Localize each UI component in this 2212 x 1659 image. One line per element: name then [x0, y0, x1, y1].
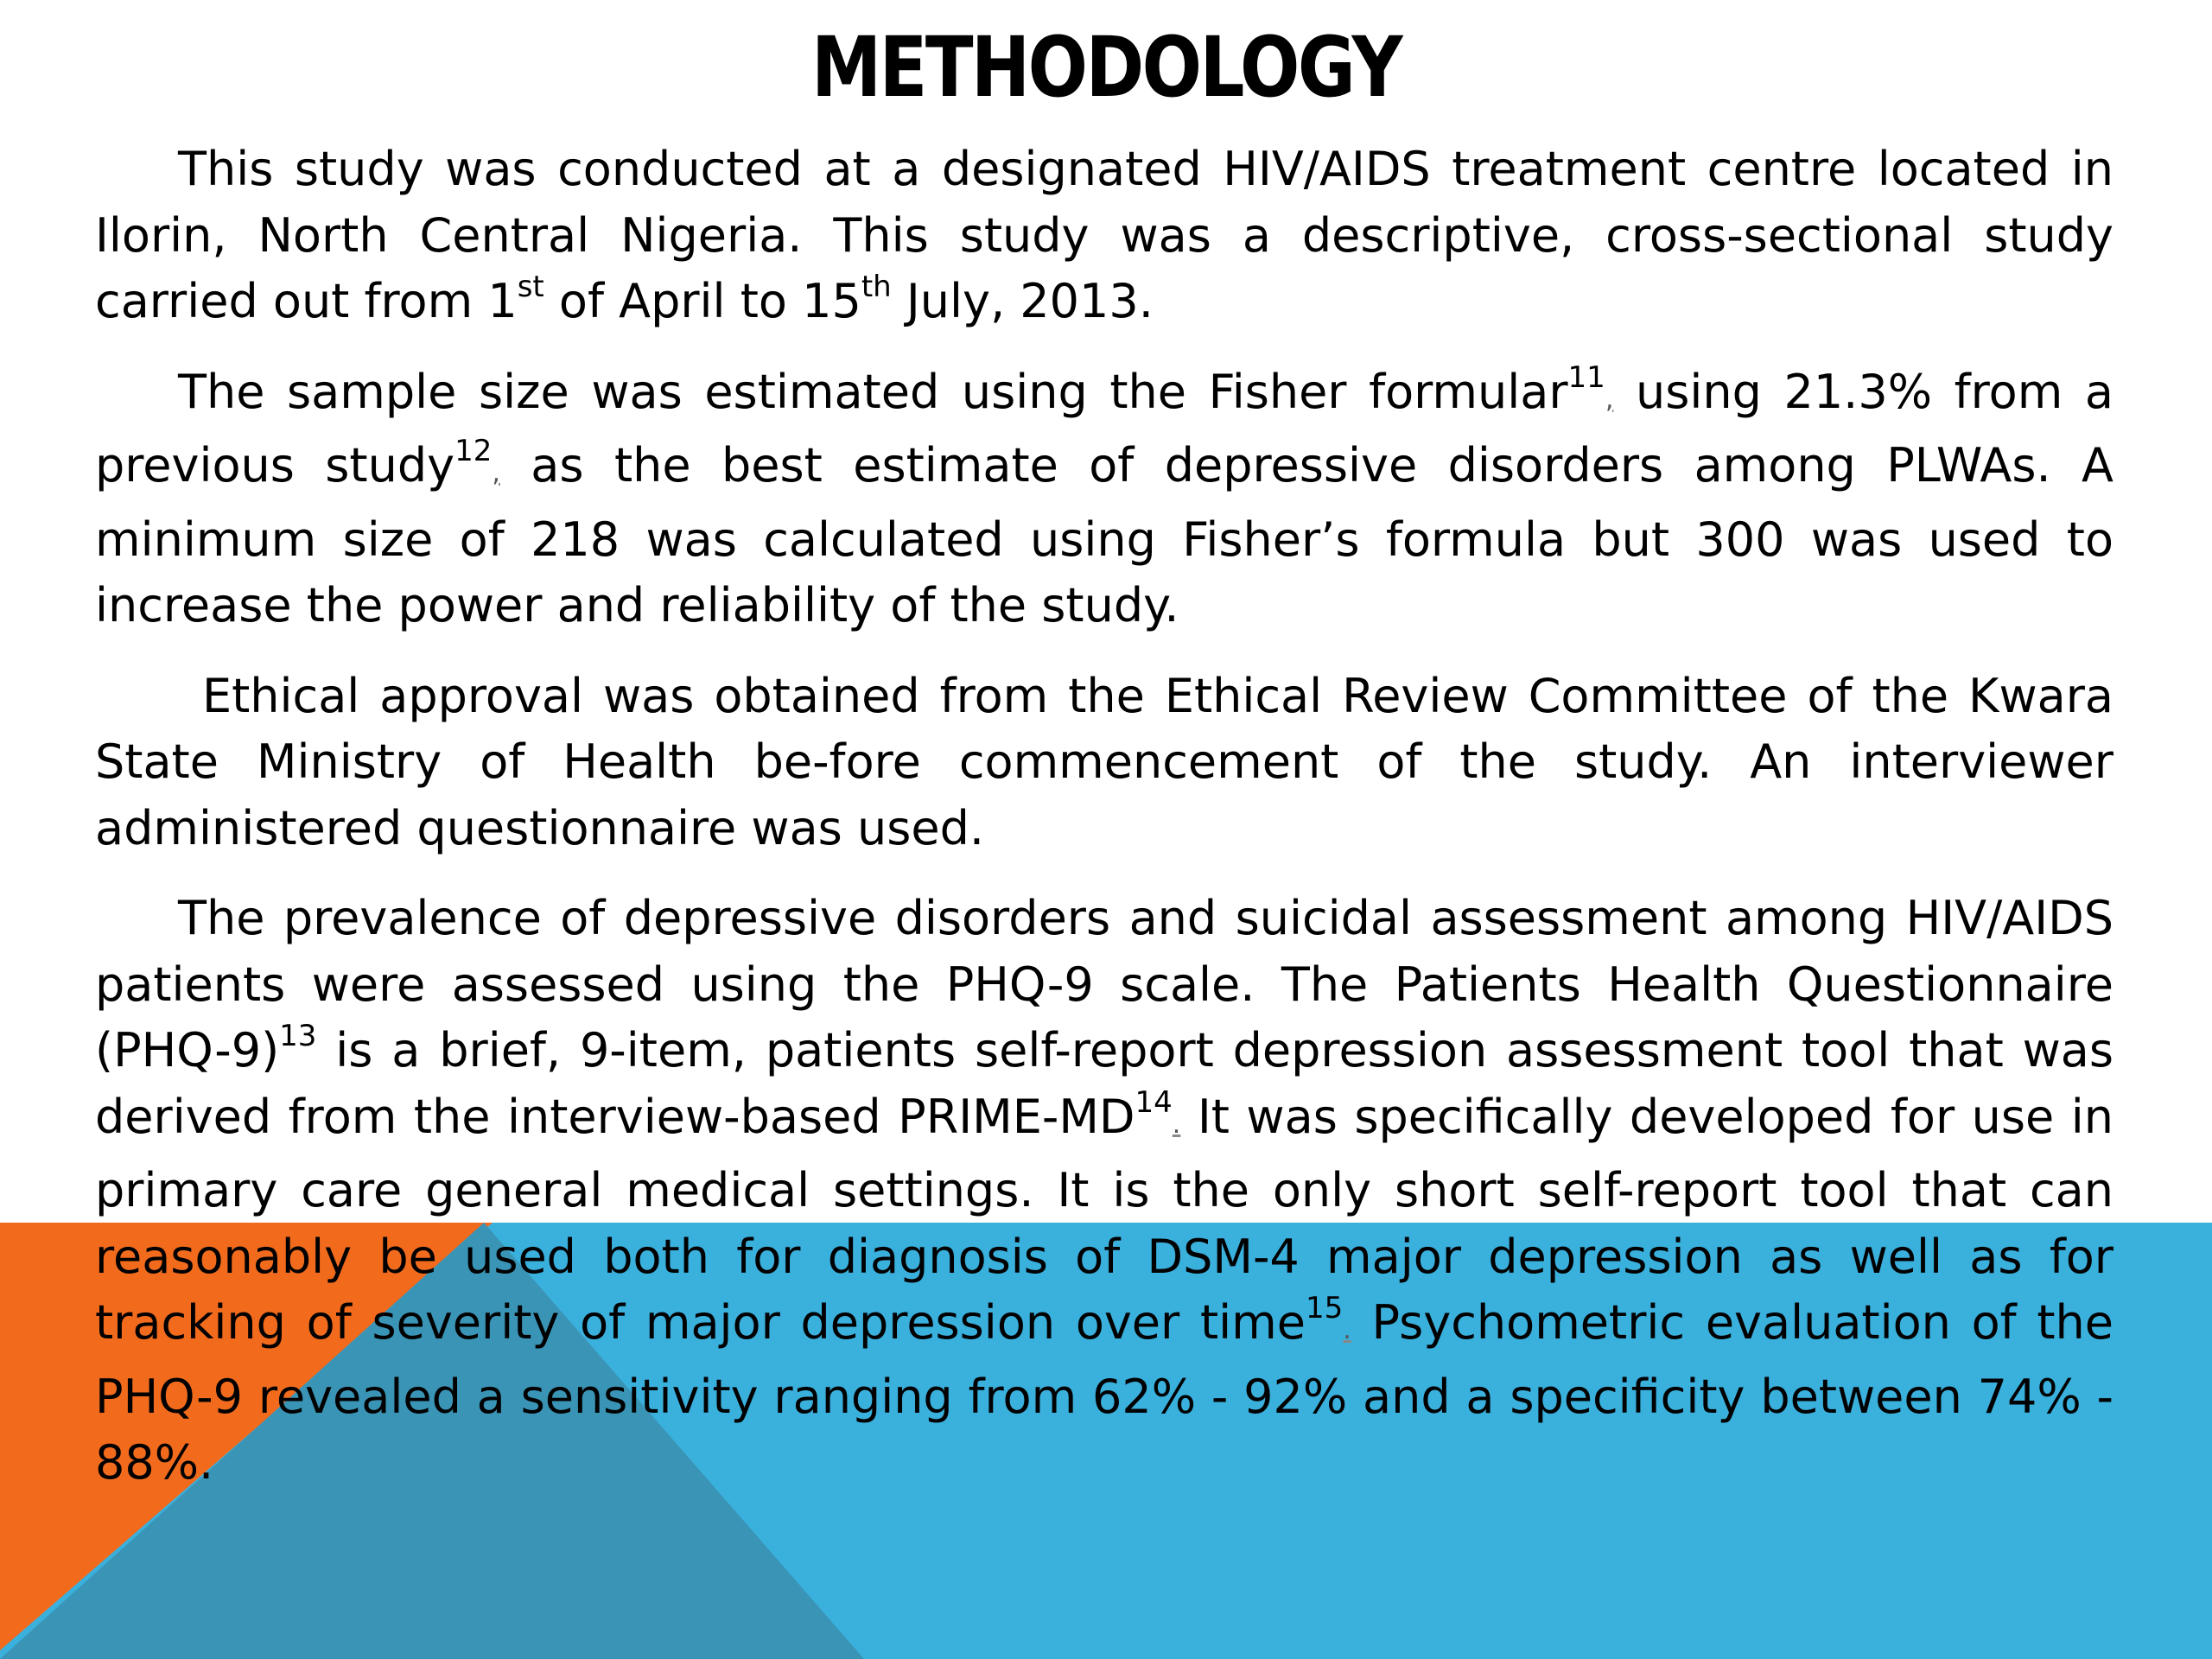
citation-reference: 11 [1567, 359, 1605, 395]
citation-punctuation: , [492, 458, 500, 488]
citation-punctuation: . [1343, 1315, 1351, 1345]
paragraph-text: Psychometric evaluation of the PHQ-9 revealed a sensitivity ranging from 62% - 92% and a specificity between 74% - 88%. [95, 1295, 2113, 1490]
citation-reference: 15 [1305, 1291, 1344, 1325]
slide-title: METHODOLOGY [810, 19, 1402, 116]
citation-reference: 14 [1135, 1084, 1173, 1120]
ordinal-suffix: st [517, 270, 544, 304]
paragraph-text: using 21.3% from a previous study [95, 364, 2114, 493]
paragraph-text: July, 2013. [891, 274, 1154, 328]
paragraph-text: as the best estimate of depressive disorders among PLWAs. A minimum size of 218 was calculated using Fisher’s formula but 300 was used to increase the power and reliability of the study. [95, 438, 2113, 632]
paragraph-study-setting [95, 137, 2113, 335]
paragraph-text: It was specifically developed for use in primary care general medical settings. It is the only short self-report tool that can reasonably be used both for diagnosis of DSM-4 major depression as well as for tracking of severity of major depression over time [95, 1089, 2113, 1350]
citation-reference: 13 [279, 1019, 317, 1053]
paragraph-text: The prevalence of depressive disorders and suicidal assessment among HIV/AIDS patients were assessed using the PHQ-9 scale. The Patients Health Questionnaire (PHQ-9) [95, 891, 2113, 1077]
citation-reference: 12 [454, 434, 493, 468]
paragraph-text: This study was conducted at a designated HIV/AIDS treatment centre located in Ilorin, North Central Nigeria. This study was a descriptive, cross-sectional study carried out from 1 [95, 142, 2113, 328]
paragraph-sample-size [95, 359, 2113, 639]
citation-punctuation: . [1172, 1109, 1181, 1140]
ordinal-suffix: th [861, 270, 892, 304]
paragraph-assessment-tool [95, 886, 2113, 1497]
slide-body [95, 137, 2113, 1521]
paragraph-text: is a brief, 9-item, patients self-report depression assessment tool that was derived from the interview-based PRIME-MD [95, 1023, 2113, 1144]
paragraph-text: Ethical approval was obtained from the Ethical Review Committee of the Kwara State Ministry of Health be-fore commencement of the study. An interviewer administered questionnaire was used. [95, 668, 2113, 855]
paragraph-text: of April to 15 [543, 274, 861, 328]
citation-punctuation: , [1605, 384, 1614, 415]
paragraph-ethical-approval [95, 664, 2113, 862]
paragraph-text: The sample size was estimated using the Fisher formular [178, 364, 1568, 419]
